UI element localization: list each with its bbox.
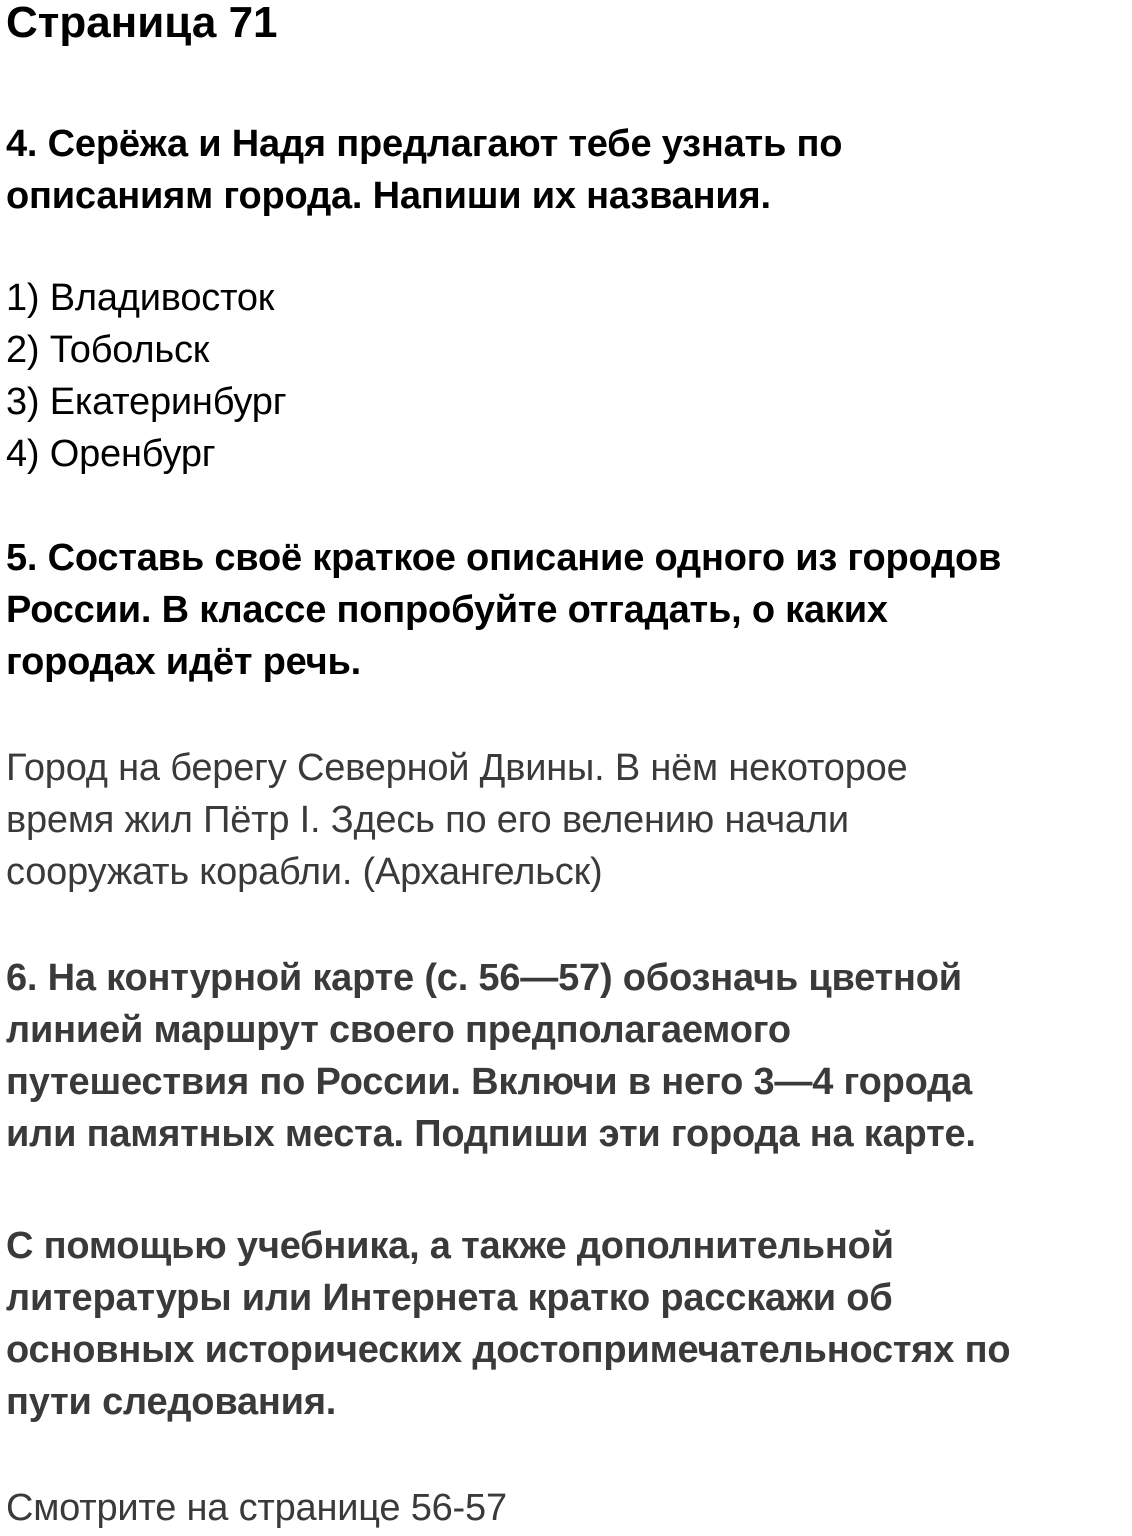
task-5-question-line: 5. Составь своё краткое описание одного из городов <box>6 537 1002 579</box>
task-4-question-line: 4. Серёжа и Надя предлагают тебе узнать по <box>6 123 843 165</box>
task-6-extra-line: литературы или Интернета кратко расскажи об <box>6 1277 893 1319</box>
page-title: Страница 71 <box>6 0 278 47</box>
task-6-answer-line: Смотрите на странице 56-57 <box>6 1487 507 1529</box>
task-6-extra-line: основных исторических достопримечательностях по <box>6 1329 1011 1371</box>
task-6-question <box>6 952 1132 1160</box>
task-5-answer-line: сооружать корабли. (Архангельск) <box>6 851 603 893</box>
task-5-answer-line: Город на берегу Северной Двины. В нём некоторое <box>6 747 908 789</box>
task-5-question-line: России. В классе попробуйте отгадать, о каких <box>6 589 888 631</box>
task-5-question <box>6 532 1132 688</box>
task-6-question-line: линией маршрут своего предполагаемого <box>6 1009 791 1051</box>
task-4-question <box>6 118 1132 222</box>
task-6-extra-line: пути следования. <box>6 1381 337 1423</box>
task-5-answer-line: время жил Пётр I. Здесь по его велению начали <box>6 799 849 841</box>
answer-item: 2) Тобольск <box>6 329 210 371</box>
task-6-question-line: путешествия по России. Включи в него 3—4 города <box>6 1061 973 1103</box>
task-4-answers <box>6 272 1132 480</box>
answer-item: 1) Владивосток <box>6 277 275 319</box>
task-5-answer <box>6 742 1132 898</box>
task-6-question-line: или памятных места. Подпиши эти города на карте. <box>6 1113 976 1155</box>
answer-item: 4) Оренбург <box>6 433 216 475</box>
task-6-answer <box>6 1482 1132 1534</box>
task-5-question-line: городах идёт речь. <box>6 641 361 683</box>
task-6-question-line: 6. На контурной карте (с. 56—57) обозначь цветной <box>6 957 962 999</box>
task-4-question-line: описаниям города. Напиши их названия. <box>6 175 771 217</box>
task-6-extra-line: С помощью учебника, а также дополнительной <box>6 1225 894 1267</box>
answer-item: 3) Екатеринбург <box>6 381 287 423</box>
task-6-extra-question <box>6 1220 1132 1428</box>
